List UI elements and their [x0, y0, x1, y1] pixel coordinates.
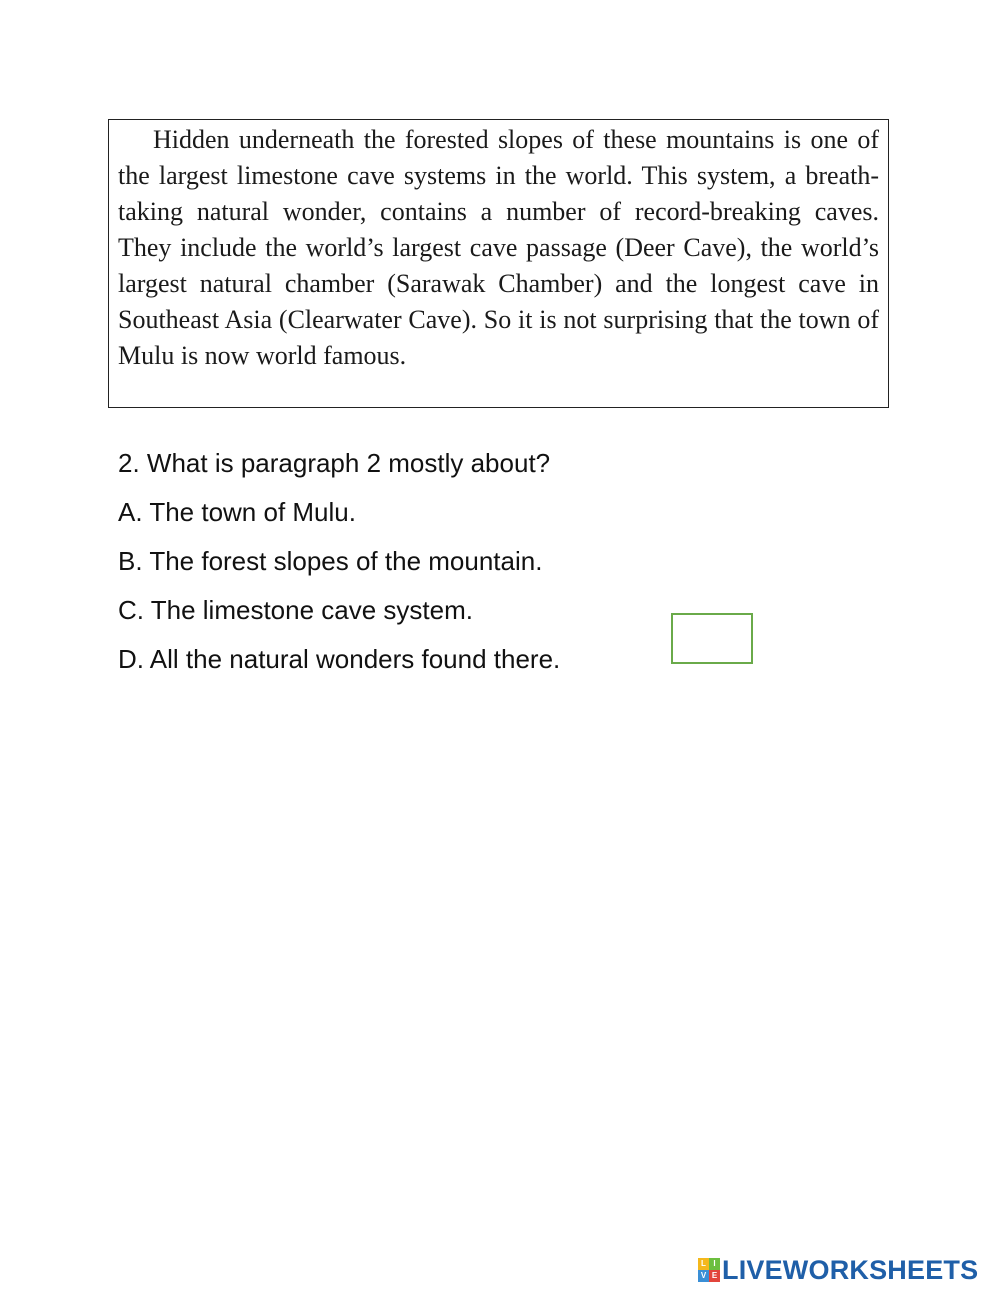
- reading-passage-text: Hidden underneath the forested slopes of these mountains is one of the largest limestone cave systems in the world. This system, a breath-taking natural wonder, contains a number of record-breaking caves. They include the world’s largest cave passage (Deer Cave), the world’s largest natural chamber (Sarawak Chamber) and the longest cave in Southeast Asia (Clearwater Cave). So it is not surprising that the town of Mulu is now world famous.: [118, 125, 879, 370]
- option-b: B. The forest slopes of the mountain.: [118, 546, 543, 576]
- answer-input-box[interactable]: [671, 613, 753, 664]
- reading-passage-box: [108, 119, 889, 408]
- logo-letter: L: [698, 1258, 709, 1270]
- logo-letter: I: [709, 1258, 720, 1270]
- logo-letter: E: [709, 1270, 720, 1282]
- liveworksheets-brand: [698, 1254, 978, 1286]
- option-a: A. The town of Mulu.: [118, 497, 356, 527]
- brand-wordmark: LIVEWORKSHEETS: [722, 1255, 979, 1285]
- liveworksheets-logo-icon: [698, 1258, 720, 1282]
- question-text: 2. What is paragraph 2 mostly about?: [118, 448, 551, 478]
- logo-letter: V: [698, 1270, 709, 1282]
- option-c: C. The limestone cave system.: [118, 595, 473, 625]
- option-d: D. All the natural wonders found there.: [118, 644, 561, 674]
